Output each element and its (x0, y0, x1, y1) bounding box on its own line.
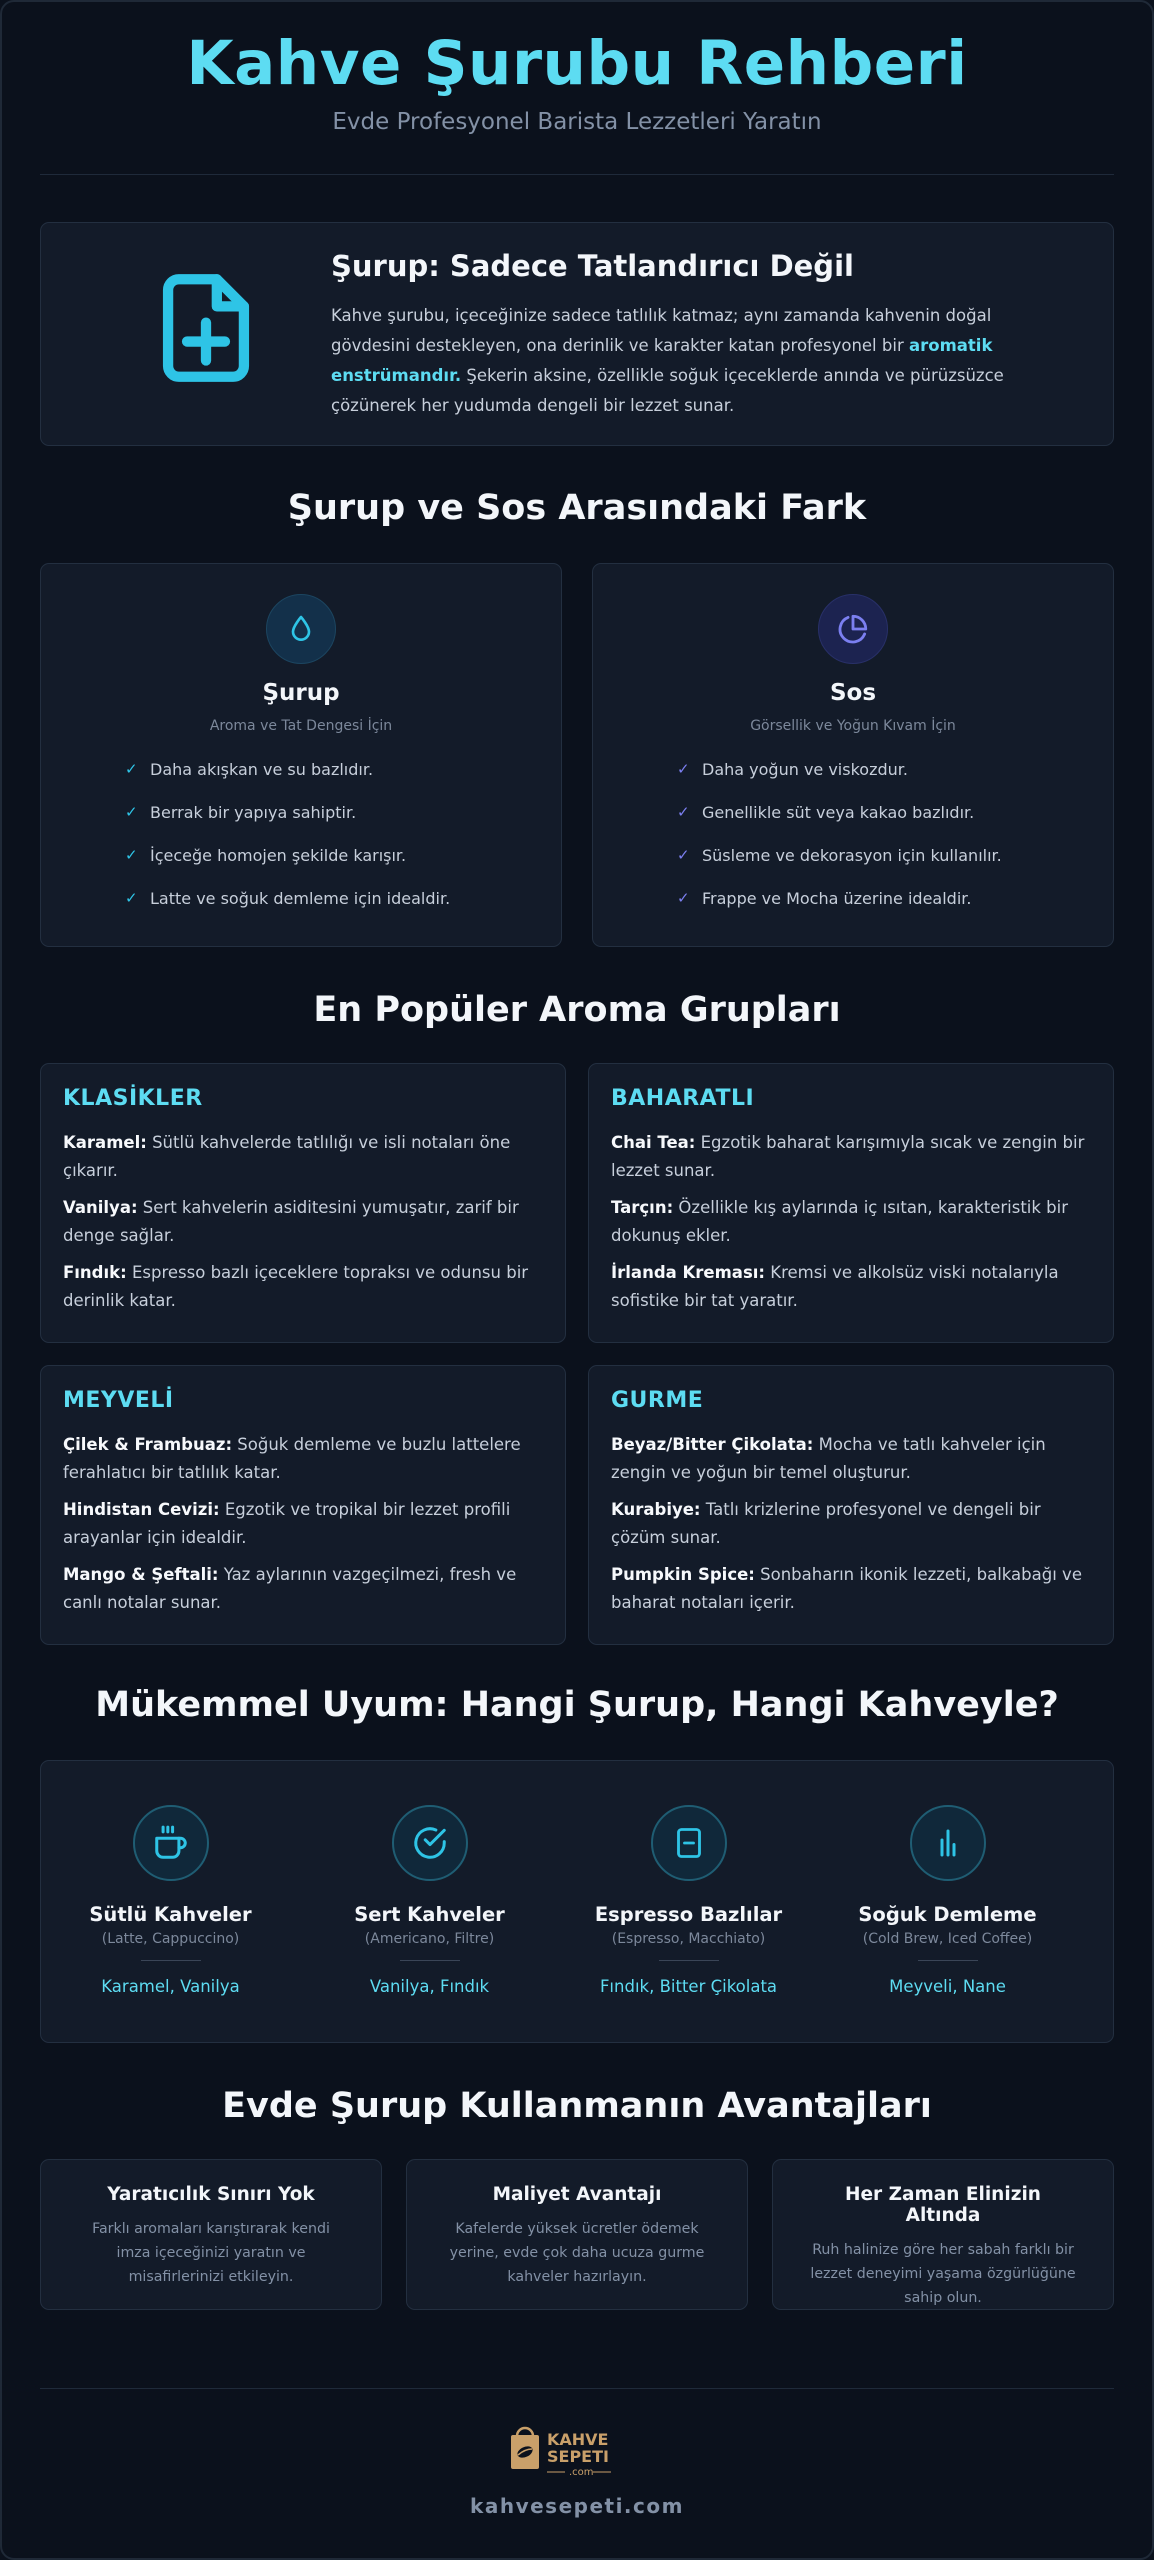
aroma-desc: Espresso bazlı içeceklere topraksı ve odunsu bir derinlik katar. (63, 1263, 529, 1310)
check-icon: ✓ (677, 760, 690, 778)
pairing-coffee-examples: (Cold Brew, Iced Coffee) (862, 1931, 1033, 1947)
advantage-title: Her Zaman Elinizin Altında (845, 2184, 1041, 2226)
list-item-text: Berrak bir yapıya sahiptir. (150, 803, 357, 822)
aroma-item (611, 1561, 1091, 1617)
intro-title: Şurup: Sadece Tatlandırıcı Değil (331, 249, 854, 283)
aroma-item (611, 1194, 1091, 1250)
aroma-group-title: MEYVELİ (63, 1388, 174, 1413)
aroma-label: Fındık: (63, 1263, 127, 1282)
footer-divider (40, 2388, 1114, 2389)
pie-chart-icon-wrap (818, 594, 888, 664)
check-icon: ✓ (677, 846, 690, 864)
coffee-cup-icon-wrap (133, 1805, 209, 1881)
advantage-title: Maliyet Avantajı (492, 2184, 662, 2205)
pairing-syrups: Karamel, Vanilya (101, 1977, 240, 1996)
aroma-desc: Soğuk demleme ve buzlu lattelere ferahlatıcı bir tatlılık katar. (63, 1435, 521, 1482)
list-item-text: Latte ve soğuk demleme için idealdir. (150, 889, 451, 908)
syrup-subtitle: Aroma ve Tat Dengesi İçin (209, 718, 393, 734)
logo-text-kahve: KAHVE (547, 2430, 609, 2449)
pairing-coffee-examples: (Espresso, Macchiato) (611, 1931, 766, 1947)
list-item-text: İçeceğe homojen şekilde karışır. (150, 846, 407, 865)
advantage-card (772, 2159, 1114, 2310)
list-item (677, 877, 1113, 920)
list-item (677, 791, 1113, 834)
pairing-divider (141, 1960, 201, 1961)
aroma-group-title: BAHARATLI (611, 1086, 755, 1111)
aroma-desc: Sütlü kahvelerde tatlılığı ve isli notaları öne çıkarır. (63, 1133, 511, 1180)
intro-card (40, 222, 1114, 446)
syrup-card (40, 563, 562, 947)
advantage-desc: Farklı aromaları karıştırarak kendi imza içeceğinizi yaratın ve misafirlerinizi etkileyin. (92, 2221, 330, 2285)
aroma-label: Tarçın: (611, 1198, 674, 1217)
aroma-item (63, 1561, 543, 1617)
aroma-card-fruity (40, 1365, 566, 1645)
aroma-desc: Sonbaharın ikonik lezzeti, balkabağı ve baharat notaları içerir. (611, 1565, 1082, 1612)
header (0, 28, 1154, 135)
check-icon: ✓ (677, 803, 690, 821)
advantage-card (406, 2159, 748, 2310)
aroma-label: Vanilya: (63, 1198, 138, 1217)
droplet-icon-wrap (266, 594, 336, 664)
pairing-coffee-title: Sütlü Kahveler (89, 1903, 252, 1926)
aroma-card-spicy (588, 1063, 1114, 1343)
list-item (125, 877, 561, 920)
aroma-card-classics (40, 1063, 566, 1343)
syrup-title: Şurup (262, 680, 340, 706)
aroma-item (63, 1129, 543, 1185)
aroma-group-title: KLASİKLER (63, 1086, 203, 1111)
pairing-item (41, 1805, 300, 1996)
intro-paragraph (331, 301, 1071, 421)
aroma-item (63, 1496, 543, 1552)
check-icon: ✓ (125, 760, 138, 778)
advantages-title: Evde Şurup Kullanmanın Avantajları (222, 2086, 932, 2126)
check-icon: ✓ (677, 889, 690, 907)
intro-text-part: Kahve şurubu, içeceğinize sadece tatlılık katmaz; aynı zamanda kahvenin doğal gövdesini destekleyen, ona derinlik ve karakter katan profesyonel bir (331, 306, 992, 355)
aroma-label: Pumpkin Spice: (611, 1565, 755, 1584)
sauce-subtitle: Görsellik ve Yoğun Kıvam İçin (750, 718, 956, 734)
aroma-item (63, 1431, 543, 1487)
pairing-coffee-title: Espresso Bazlılar (594, 1903, 783, 1926)
pairing-coffee-examples: (Latte, Cappuccino) (101, 1931, 240, 1947)
bars-icon-wrap (910, 1805, 986, 1881)
syrup-list (125, 748, 561, 920)
list-item-text: Frappe ve Mocha üzerine idealdir. (702, 889, 972, 908)
aromas-title: En Popüler Aroma Grupları (313, 990, 841, 1030)
list-item-text: Süsleme ve dekorasyon için kullanılır. (702, 846, 1002, 865)
droplet-icon (285, 613, 317, 645)
pairing-syrups: Vanilya, Fındık (369, 1977, 490, 1996)
page-subtitle: Evde Profesyonel Barista Lezzetleri Yaratın (332, 109, 822, 135)
aroma-item (63, 1194, 543, 1250)
pairing-divider (918, 1960, 978, 1961)
sauce-card (592, 563, 1114, 947)
aroma-group-title: GURME (611, 1388, 704, 1413)
aroma-label: Karamel: (63, 1133, 147, 1152)
check-icon: ✓ (125, 803, 138, 821)
pairing-divider (400, 1960, 460, 1961)
aroma-desc: Sert kahvelerin asiditesini yumuşatır, zarif bir denge sağlar. (63, 1198, 519, 1245)
intro-text-block (331, 249, 1071, 421)
pairing-coffee-examples: (Americano, Filtre) (364, 1931, 495, 1947)
aroma-label: Beyaz/Bitter Çikolata: (611, 1435, 814, 1454)
check-circle-icon-wrap (392, 1805, 468, 1881)
sauce-title: Sos (829, 680, 877, 706)
aroma-desc: Özellikle kış aylarında iç ısıtan, karakteristik bir dokunuş ekler. (611, 1198, 1069, 1245)
kahvesepeti-logo (507, 2418, 647, 2478)
pairing-item (559, 1805, 818, 1996)
aroma-label: Hindistan Cevizi: (63, 1500, 220, 1519)
pairing-title: Mükemmel Uyum: Hangi Şurup, Hangi Kahveyle? (95, 1685, 1059, 1725)
list-item-text: Genellikle süt veya kakao bazlıdır. (702, 803, 975, 822)
list-item (125, 748, 561, 791)
pairing-card (40, 1760, 1114, 2043)
advantage-desc: Kafelerde yüksek ücretler ödemek yerine, evde çok daha ucuza gurme kahveler hazırlayın. (449, 2221, 705, 2285)
aroma-item (611, 1129, 1091, 1185)
aroma-label: Çilek & Frambuaz: (63, 1435, 233, 1454)
aroma-label: Mango & Şeftali: (63, 1565, 219, 1584)
aroma-desc: Tatlı krizlerine profesyonel ve dengeli bir çözüm sunar. (611, 1500, 1041, 1547)
pairing-item (818, 1805, 1077, 1996)
list-item (677, 834, 1113, 877)
list-item (677, 748, 1113, 791)
pie-chart-icon (836, 612, 870, 646)
aroma-item (611, 1431, 1091, 1487)
pairing-coffee-title: Sert Kahveler (354, 1903, 505, 1926)
check-icon: ✓ (125, 846, 138, 864)
pairing-syrups: Fındık, Bitter Çikolata (599, 1977, 778, 1996)
aroma-card-gourmet (588, 1365, 1114, 1645)
aroma-item (611, 1259, 1091, 1315)
minus-square-icon-wrap (651, 1805, 727, 1881)
file-plus-icon (141, 263, 271, 393)
list-item-text: Daha akışkan ve su bazlıdır. (150, 760, 374, 779)
page-title: Kahve Şurubu Rehberi (186, 28, 968, 99)
pairing-item (300, 1805, 559, 1996)
aroma-label: Kurabiye: (611, 1500, 701, 1519)
advantage-card (40, 2159, 382, 2310)
logo-text-com: .com (569, 2467, 594, 2478)
difference-title: Şurup ve Sos Arasındaki Fark (287, 488, 867, 528)
aroma-label: İrlanda Kreması: (611, 1263, 766, 1282)
check-circle-icon (411, 1824, 449, 1862)
pairing-divider (659, 1960, 719, 1961)
check-icon: ✓ (125, 889, 138, 907)
list-item (125, 791, 561, 834)
aroma-desc: Mocha ve tatlı kahveler için zengin ve yoğun bir temel oluşturur. (611, 1435, 1046, 1482)
aroma-desc: Egzotik baharat karışımıyla sıcak ve zengin bir lezzet sunar. (611, 1133, 1085, 1180)
minus-square-icon (671, 1825, 707, 1861)
header-divider (40, 174, 1114, 175)
advantage-desc: Ruh halinize göre her sabah farklı bir lezzet deneyimi yaşama özgürlüğüne sahip olun. (810, 2242, 1076, 2306)
footer-url: kahvesepeti.com (470, 2494, 684, 2518)
sauce-list (677, 748, 1113, 920)
aroma-desc: Yaz aylarının vazgeçilmezi, fresh ve canlı notalar sunar. (63, 1565, 517, 1612)
intro-text-part: Şekerin aksine, özellikle soğuk içeceklerde anında ve pürüzsüzce çözünerek her yudumda dengeli bir lezzet sunar. (331, 366, 1004, 415)
pairing-syrups: Meyveli, Nane (889, 1977, 1006, 1996)
list-item-text: Daha yoğun ve viskozdur. (702, 760, 908, 779)
advantage-title: Yaratıcılık Sınırı Yok (107, 2184, 315, 2205)
aroma-desc: Egzotik ve tropikal bir lezzet profili arayanlar için idealdir. (63, 1500, 511, 1547)
bars-icon (930, 1825, 966, 1861)
list-item (125, 834, 561, 877)
intro-highlight: aromatik enstrümandır. (331, 336, 993, 385)
logo-text-sepeti: SEPETI (547, 2447, 609, 2466)
aroma-desc: Kremsi ve alkolsüz viski notalarıyla sofistike bir tat yaratır. (611, 1263, 1059, 1310)
aroma-label: Chai Tea: (611, 1133, 696, 1152)
aroma-item (611, 1496, 1091, 1552)
aroma-item (63, 1259, 543, 1315)
coffee-cup-icon (152, 1824, 190, 1862)
pairing-coffee-title: Soğuk Demleme (858, 1903, 1037, 1926)
